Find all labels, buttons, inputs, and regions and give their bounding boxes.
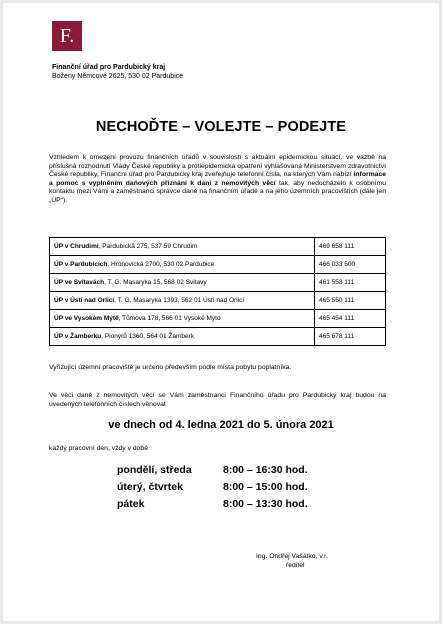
financni-sprava-logo [52, 21, 82, 51]
hours-row [117, 478, 308, 495]
table-row [50, 310, 386, 328]
intro-bold: informace a pomoc s vyplněním daňových přiznání k dani z nemovitých věcí [49, 171, 386, 187]
office-address: , Pardubická 275, 537 59 Chrudim [98, 243, 198, 250]
contact-paragraph: Ve věci daně z nemovitých věcí se Vám zaměstnanci Finančního úřadu pro Pardubický kraj budou na uvedených telefonních číslech věnovat [49, 392, 386, 408]
office-name: ÚP v Pardubicích [54, 261, 108, 268]
intro-text-1: Vzhledem k omezení provozu finančních úřadů v souvislosti s aktuální epidemickou situací, ve vazbě na příslušná rozhodnutí Vlády České republiky a protiepidemická opatření vyhlašovaná Ministerstvem zdravotnictví České republiky, Finanční úřad pro Pardubický kraj zveřejňuje telefonní čísla, na kterých Vám nabízí [49, 154, 386, 179]
signatory-name: Ing. Ondřej Vašátko, v.r. [256, 553, 328, 560]
offices-table [49, 237, 386, 346]
office-address: Boženy Němcové 2625, 530 02 Pardubice [52, 73, 184, 80]
signature-block [256, 552, 328, 570]
phone-cell: 466 033 500 [315, 256, 386, 274]
office-name: ÚP v Chrudimi [54, 243, 99, 250]
office-hours [117, 461, 308, 512]
page-title: NECHOĎTE – VOLEJTE – PODEJTE [95, 119, 347, 135]
office-header [52, 63, 183, 81]
office-cell [50, 310, 315, 328]
phone-cell: 465 454 111 [315, 310, 386, 328]
hours-days: úterý, čtvrtek [117, 480, 183, 493]
hours-time: 8:00 – 15:00 hod. [223, 480, 308, 493]
office-name: ÚP ve Svitavách [54, 279, 105, 286]
phone-cell: 465 550 111 [315, 292, 386, 310]
hours-days: pondělí, středa [117, 463, 192, 476]
office-address: , Tůmova 178, 566 01 Vysoké Mýto [118, 315, 221, 322]
office-cell [50, 328, 315, 346]
hours-days: pátek [117, 497, 145, 510]
office-name: ÚP v Žamberku [54, 333, 102, 340]
table-row [50, 292, 386, 310]
table-row [50, 256, 386, 274]
logo-glyph: F. [59, 25, 75, 47]
every-day-text: každý pracovní den, vždy v době [49, 445, 148, 452]
hours-row [117, 461, 308, 478]
phone-cell: 465 678 111 [315, 328, 386, 346]
intro-text-2: tak, aby nedocházelo k osobnímu kontaktu mezi Vámi a zaměstnanci správce daně na finančním úřadě a na jeho územních pracovištích (dále jen „ÚP“). [49, 179, 386, 204]
hours-time: 8:00 – 16:30 hod. [223, 463, 308, 476]
table-row [50, 274, 386, 292]
phone-cell: 469 658 111 [315, 238, 386, 256]
hours-time: 8:00 – 13:30 hod. [223, 497, 308, 510]
phone-cell: 461 553 111 [315, 274, 386, 292]
office-address: , T. G. Masaryka 15, 568 02 Svitavy [104, 279, 207, 286]
date-range: ve dnech od 4. ledna 2021 do 5. února 2021 [108, 419, 334, 431]
intro-paragraph [49, 154, 386, 206]
office-name: ÚP v Ústí nad Orlicí [54, 297, 115, 304]
office-cell [50, 292, 315, 310]
office-name: ÚP ve Vysokém Mýtě [54, 315, 119, 322]
office-cell [50, 238, 315, 256]
office-name: Finanční úřad pro Pardubický kraj [52, 64, 166, 71]
hours-row [117, 495, 308, 512]
office-cell [50, 256, 315, 274]
office-address: , Pionýrů 1360, 564 01 Žamberk [101, 333, 195, 340]
office-address: , Hronovická 2700, 530 02 Pardubice [107, 261, 215, 268]
signatory-role: ředitel [286, 562, 305, 569]
office-address: , T. G. Masaryka 1393, 562 01 Ústí nad Orlicí [114, 297, 245, 304]
note-text: Vyřizující územní pracoviště je určeno především podle místa pobytu poplatníka. [49, 364, 292, 371]
office-cell [50, 274, 315, 292]
table-row [50, 238, 386, 256]
table-row [50, 328, 386, 346]
